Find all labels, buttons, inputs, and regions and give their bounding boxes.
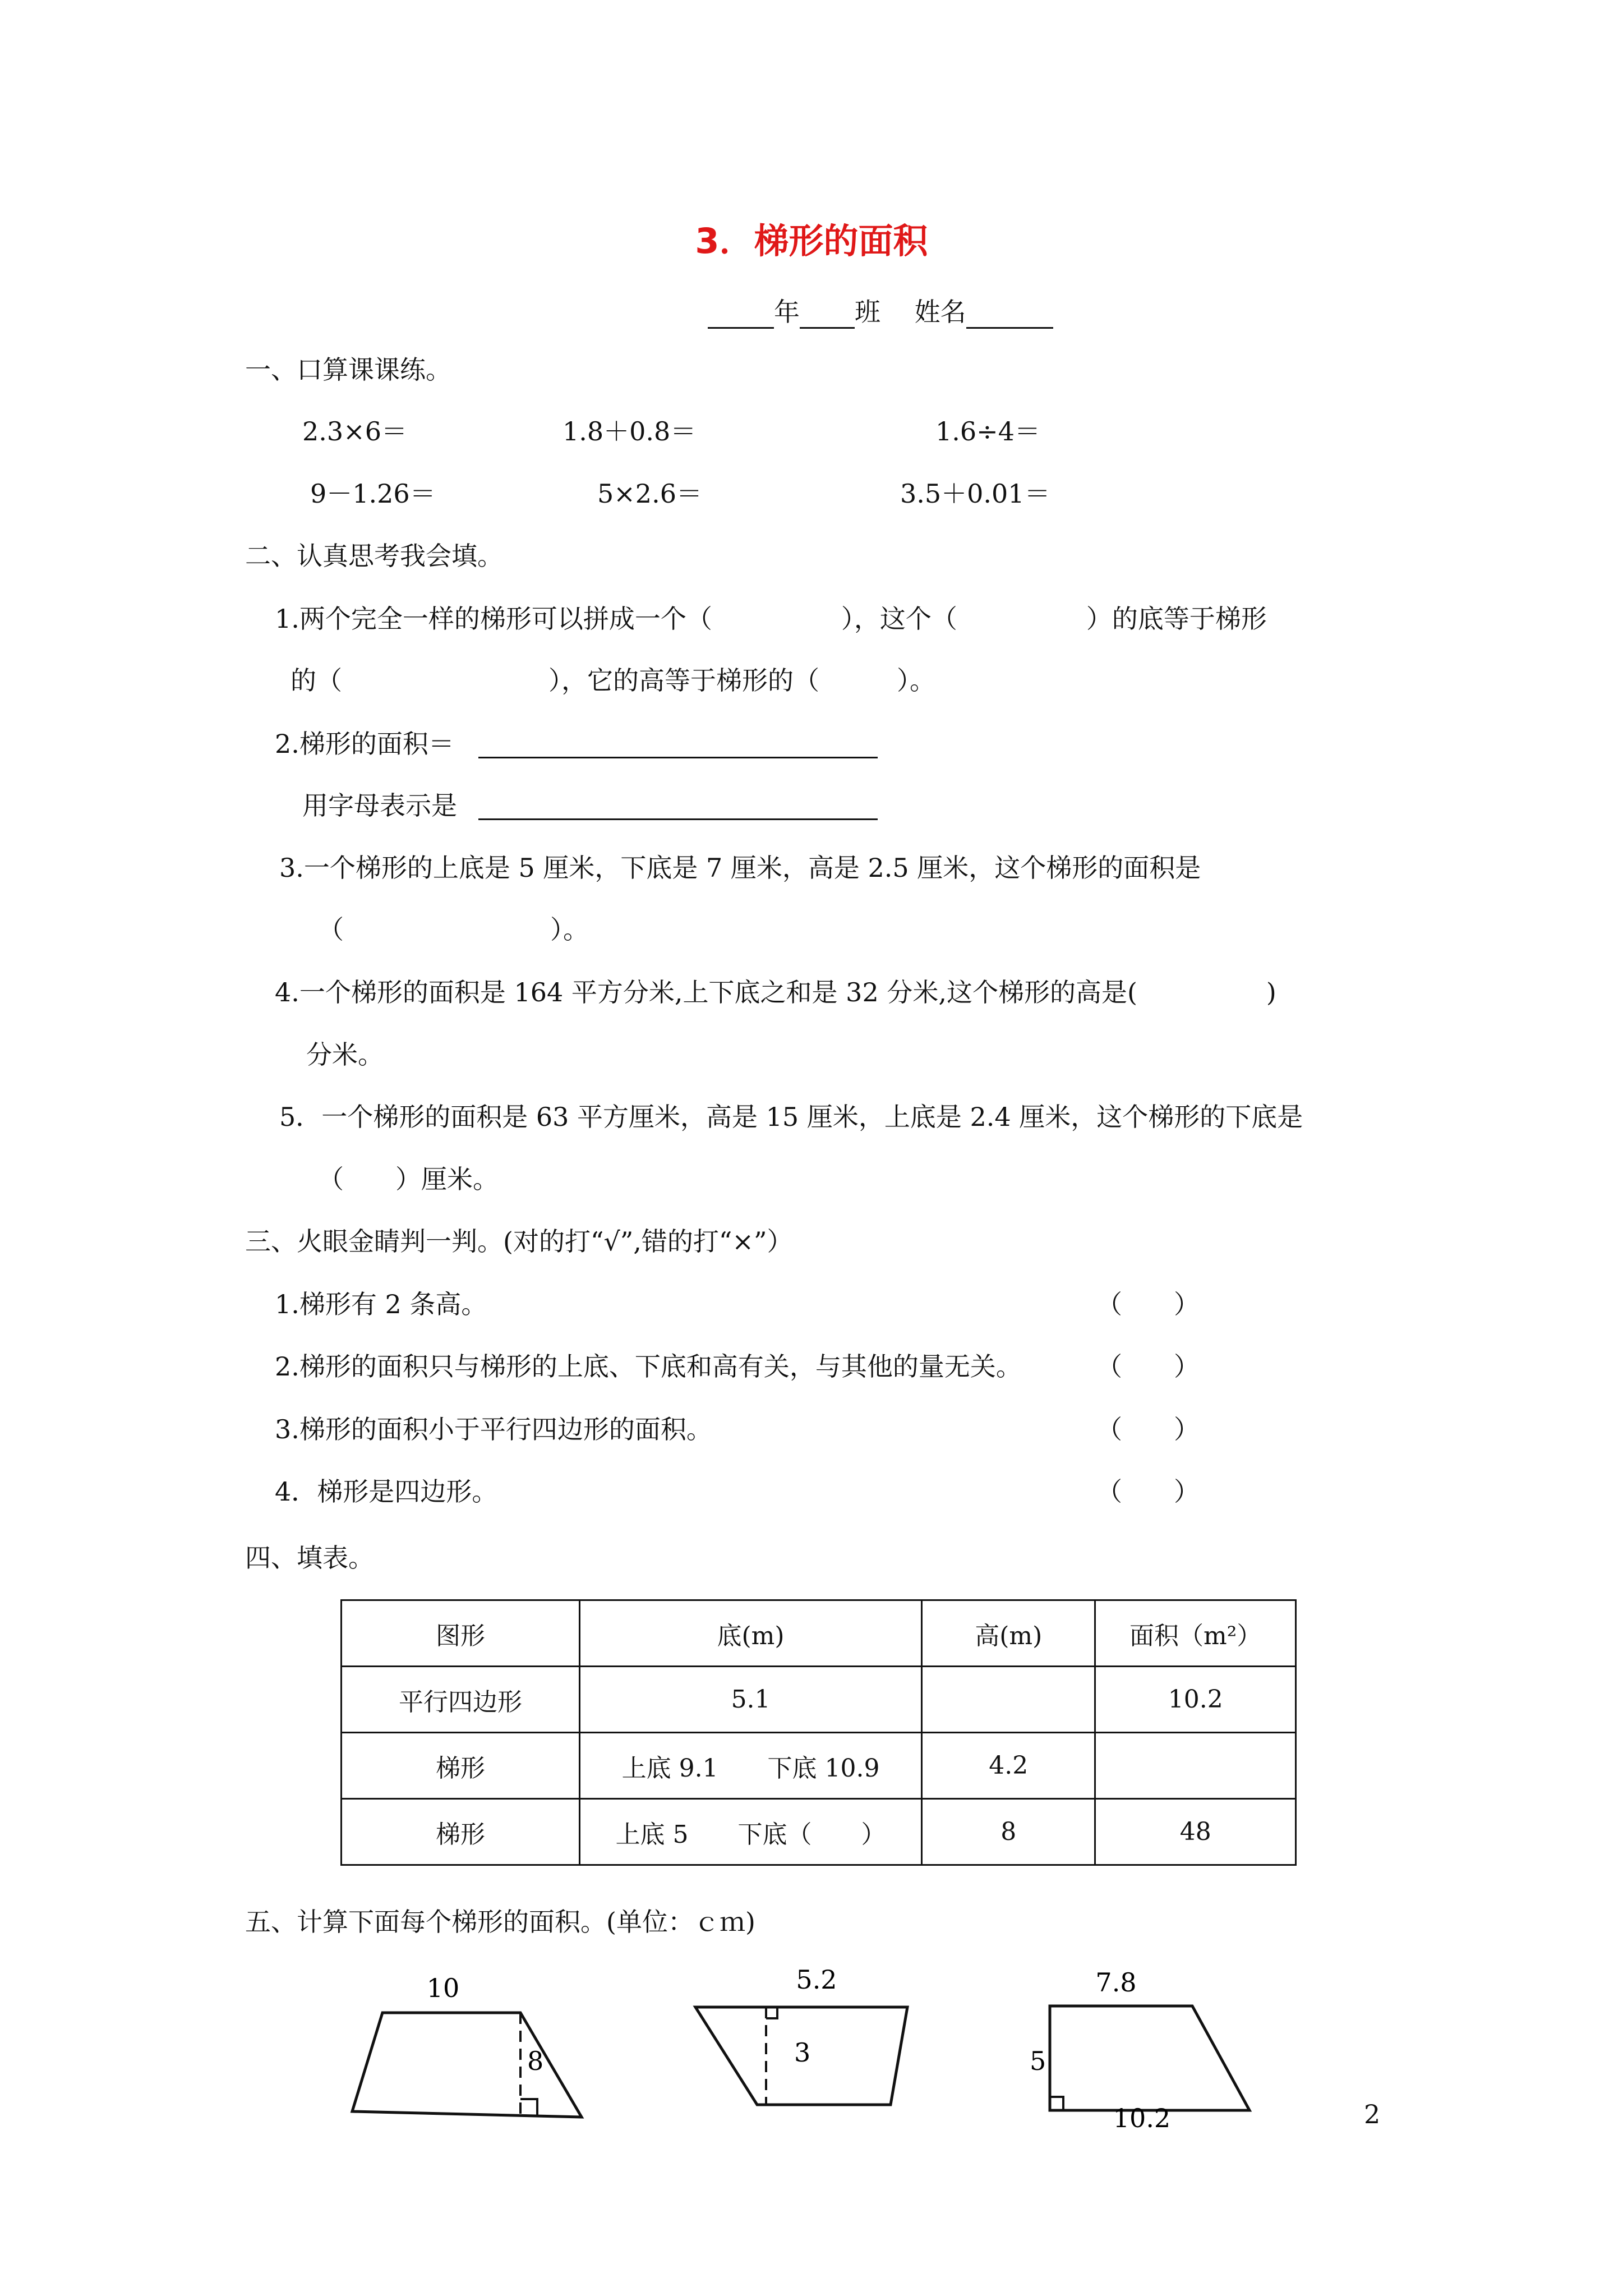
right-angle-mark [1050,2097,1063,2110]
trapezoid-figure-3 [1021,1952,1267,2132]
fill-table [340,1599,1297,1866]
table-header-cell: 图形 [342,1600,580,1667]
year-blank[interactable] [708,302,774,329]
table-cell: 8 [922,1799,1095,1865]
fill-question-4-cont: 分米。 [306,1039,384,1070]
section-1-heading: 一、口算课课练。 [245,355,451,385]
fill-question-5: 5．一个梯形的面积是 63 平方厘米，高是 15 厘米，上底是 2.4 厘米，这个梯形的下底是 [279,1102,1303,1132]
right-angle-mark [766,2007,777,2018]
fill-question-3: 3.一个梯形的上底是 5 厘米，下底是 7 厘米，高是 2.5 厘米，这个梯形的面积是 [279,853,1201,883]
fill-question-1: 1.两个完全一样的梯形可以拼成一个（ ），这个（ ）的底等于梯形 [275,604,1267,634]
table-cell[interactable]: 上底 5 下底（ ） [580,1799,922,1865]
page-title: 3．梯形的面积 [695,220,928,261]
right-angle-mark [520,2099,537,2116]
table-header-cell: 底(m) [580,1600,922,1667]
section-4-heading: 四、填表。 [245,1543,374,1573]
student-info-line [708,292,1053,329]
fill-question-2-letters: 用字母表示是 [302,790,457,821]
table-header-cell: 高(m) [922,1600,1095,1667]
table-cell: 5.1 [580,1667,922,1733]
answer-blank[interactable] [478,757,878,758]
section-3-heading: 三、火眼金睛判一判。(对的打“√”,错的打“×”） [245,1226,793,1257]
judge-paren[interactable]: （ ） [1096,1476,1200,1507]
trapezoid-figure-2 [684,1947,920,2115]
oral-calc-item: 5×2.6＝ [597,478,702,509]
oral-calc-item: 1.8＋0.8＝ [562,416,697,447]
judge-paren[interactable]: （ ） [1096,1351,1200,1382]
name-label: 姓名 [914,297,966,327]
judge-paren[interactable]: （ ） [1096,1289,1200,1319]
table-row [342,1667,1296,1733]
answer-blank[interactable] [478,818,878,820]
table-header-cell: 面积（m²） [1095,1600,1296,1667]
bottom-base-label: 10.2 [1113,2103,1171,2132]
oral-calc-item: 2.3×6＝ [302,416,407,447]
height-label: 5 [1030,2046,1046,2076]
table-cell: 48 [1095,1799,1296,1865]
oral-calc-item: 3.5＋0.01＝ [900,478,1050,509]
class-blank[interactable] [800,302,855,329]
fill-question-4: 4.一个梯形的面积是 164 平方分米,上下底之和是 32 分米,这个梯形的高是( ) [275,977,1276,1007]
judge-item: 2.梯形的面积只与梯形的上底、下底和高有关，与其他的量无关。 [275,1351,1022,1382]
judge-item: 3.梯形的面积小于平行四边形的面积。 [275,1414,712,1444]
section-2-heading: 二、认真思考我会填。 [245,541,503,571]
table-cell: 4.2 [922,1733,1095,1799]
table-row [342,1799,1296,1865]
height-label: 8 [527,2046,544,2076]
table-cell: 梯形 [342,1733,580,1799]
table-cell: 上底 9.1 下底 10.9 [580,1733,922,1799]
section-5-heading: 五、计算下面每个梯形的面积。(单位：ｃｍ) [245,1907,755,1937]
judge-item: 1.梯形有 2 条高。 [275,1289,487,1319]
height-label: 3 [794,2037,811,2068]
table-cell[interactable] [922,1667,1095,1733]
trapezoid-shape [352,2013,582,2117]
trapezoid-shape [1050,2006,1249,2110]
judge-item: 4．梯形是四边形。 [275,1476,498,1507]
top-base-label: 7.8 [1095,1967,1137,1998]
fill-question-5-cont: （ ）厘米。 [318,1164,499,1194]
top-base-label: 5.2 [796,1964,837,1995]
table-cell: 平行四边形 [342,1667,580,1733]
oral-calc-item: 1.6÷4＝ [935,416,1040,447]
table-cell: 梯形 [342,1799,580,1865]
table-cell[interactable] [1095,1733,1296,1799]
fill-question-2: 2.梯形的面积＝ [275,729,454,759]
page-number: 2 [1364,2099,1381,2129]
class-label: 班 [855,297,880,327]
top-base-label: 10 [426,1973,460,2003]
judge-paren[interactable]: （ ） [1096,1414,1200,1444]
fill-question-3-cont: （ ）。 [318,914,589,945]
fill-question-1-cont: 的（ ），它的高等于梯形的（ ）。 [291,665,935,696]
year-label: 年 [774,297,800,327]
trapezoid-figure-1 [336,1963,594,2132]
oral-calc-item: 9－1.26＝ [310,478,436,509]
name-blank[interactable] [966,302,1053,329]
table-row [342,1733,1296,1799]
table-header-row [342,1600,1296,1667]
table-cell: 10.2 [1095,1667,1296,1733]
